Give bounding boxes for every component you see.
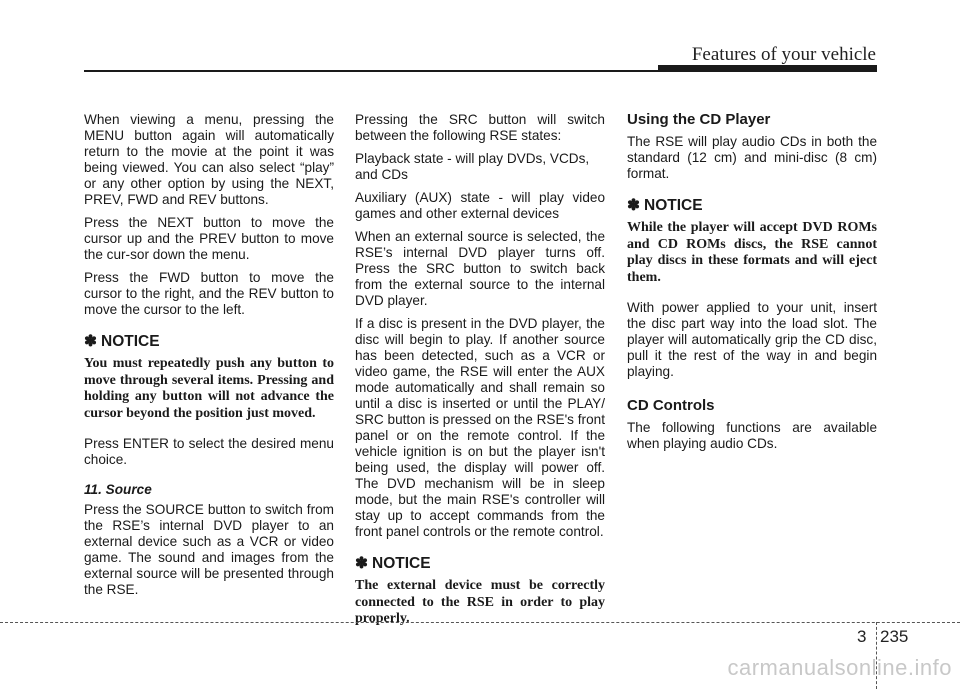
- notice-text: While the player will accept DVD ROMs and CD ROMs discs, the RSE cannot play discs in these formats and will eject them.: [627, 220, 877, 285]
- paragraph: The RSE will play audio CDs in both the standard (12 cm) and mini-disc (8 cm) format.: [627, 134, 877, 181]
- column-3: [627, 112, 877, 459]
- page-number: 235: [880, 627, 909, 646]
- paragraph: If a disc is present in the DVD player, the disc will begin to play. If another source has been detected, such as a VCR or video game, the RSE will enter the AUX mode automatically and shall remain so until a disc is inserted or until the PLAY/ SRC button is pressed on the RSE's front panel or on the remote control. If the vehicle ignition is on but the player isn't being used, the display will power off. The DVD mechanism will be in sleep mode, but the main RSE's controller will stay up to accept commands from the front panel controls or the remote control.: [355, 316, 605, 539]
- star-icon: ✽: [627, 197, 640, 214]
- watermark: carmanualsonline.info: [727, 655, 952, 680]
- notice-text: The external device must be correctly connected to the RSE in order to play properly.: [355, 578, 605, 626]
- notice-text: You must repeatedly push any button to move through several items. Pressing and holding any button will not advance the cursor beyond the position just moved.: [84, 356, 334, 421]
- header-title: Features of your vehicle: [691, 44, 876, 65]
- header-rule: [84, 70, 877, 72]
- paragraph: Press the FWD button to move the cursor to the right, and the REV button to move the cursor to the left.: [84, 270, 334, 317]
- section-heading: CD Controls: [627, 397, 715, 414]
- paragraph: Auxiliary (AUX) state - will play video games and other external devices: [355, 190, 605, 221]
- paragraph: Press the SOURCE button to switch from the RSE’s internal DVD player to an external device such as a VCR or video game. The sound and images from the external source will be presented through the RSE.: [84, 502, 334, 597]
- notice-title: NOTICE: [372, 555, 431, 572]
- notice-title: NOTICE: [101, 333, 160, 350]
- column-1: [84, 112, 334, 605]
- paragraph: When an external source is selected, the RSE’s internal DVD player turns off. Press the SRC button to switch back from the external source to the internal DVD player.: [355, 229, 605, 308]
- paragraph: With power applied to your unit, insert the disc part way into the load slot. The player will automatically grip the CD disc, pull it the rest of the way in and begin playing.: [627, 300, 877, 379]
- notice-heading: [84, 334, 334, 350]
- paragraph: When viewing a menu, pressing the MENU button again will automatically return to the movie at the point it was being viewed. You can also select “play” or any other option by using the NEXT, PREV, FWD and REV buttons.: [84, 112, 334, 207]
- notice-heading: [627, 198, 877, 214]
- star-icon: ✽: [355, 555, 368, 572]
- notice-title: NOTICE: [644, 197, 703, 214]
- paragraph: Press the NEXT button to move the cursor up and the PREV button to move the cur-sor down the menu.: [84, 215, 334, 262]
- paragraph: Playback state - will play DVDs, VCDs, and CDs: [355, 151, 590, 182]
- star-icon: ✽: [84, 333, 97, 350]
- column-2: [355, 112, 605, 642]
- paragraph: Pressing the SRC button will switch between the following RSE states:: [355, 112, 605, 143]
- footer-rule: [0, 622, 960, 623]
- subheading: 11. Source: [84, 482, 152, 497]
- notice-heading: [355, 556, 605, 572]
- paragraph: Press ENTER to select the desired menu choice.: [84, 436, 334, 467]
- chapter-number: 3: [857, 627, 867, 646]
- paragraph: The following functions are available when playing audio CDs.: [627, 420, 877, 451]
- section-heading: Using the CD Player: [627, 111, 771, 128]
